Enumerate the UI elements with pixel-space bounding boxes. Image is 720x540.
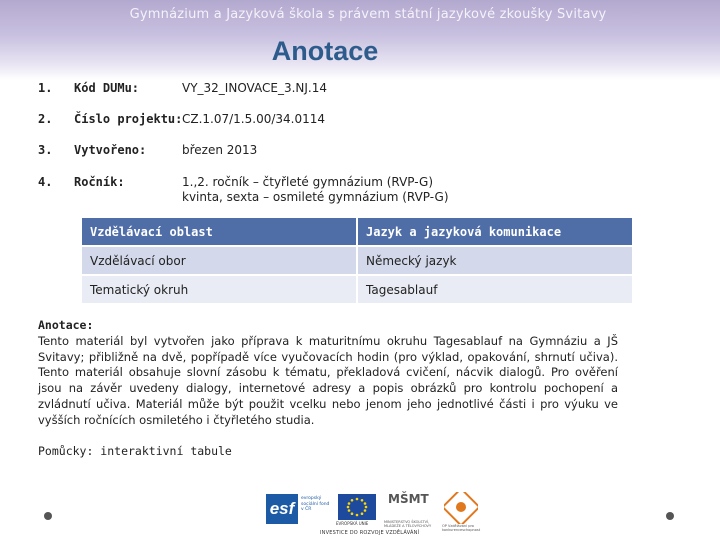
info-label: Vytvořeno: xyxy=(74,143,147,157)
table-cell: Jazyk a jazyková komunikace xyxy=(358,218,632,247)
page-title: Anotace xyxy=(271,36,379,66)
op-logo-icon xyxy=(444,492,478,524)
table-cell: Vzdělávací obor xyxy=(82,247,358,276)
bullet-dot-left xyxy=(44,512,52,520)
info-value-line-2: kvinta, sexta – osmileté gymnázium (RVP-G) xyxy=(182,190,449,204)
info-number: 1. xyxy=(38,81,53,95)
info-label: Číslo projektu: xyxy=(74,112,183,126)
info-value: CZ.1.07/1.5.00/34.0114 xyxy=(182,112,326,126)
table-cell: Vzdělávací oblast xyxy=(82,218,358,247)
bullet-dot-right xyxy=(666,512,674,520)
info-value: březen 2013 xyxy=(182,143,258,157)
metadata-table xyxy=(82,218,632,305)
table-cell: Tematický okruh xyxy=(82,276,358,305)
annotation-block xyxy=(38,318,618,429)
footer-logos xyxy=(266,490,486,538)
info-number: 4. xyxy=(38,175,53,189)
table-cell: Tagesablauf xyxy=(358,276,632,305)
annotation-text: Tento materiál byl vytvořen jako příprava k maturitnímu okruhu Tagesablauf na Gymnáziu a JŠ Svitavy; přibližně na dvě, popřípadě více vyučovacích hodin (pro výklad, opakování, shrnutí učiva). Tento materiál obsahuje slovní zásobu k tématu, překladová cvičení, nácvik dialogů. Pro ověření jsou na závěr uvedeny dialogy, internetové adresy a popis obrázků pro kontrolu pochopení a zvládnutí učiva. Materiál může být použit vcelku nebo jenom jeho jednotlivé části i pro výuku ve vyšších ročnících osmiletého i čtyřletého studia. xyxy=(38,333,618,427)
investment-slogan: INVESTICE DO ROZVOJE VZDĚLÁVÁNÍ xyxy=(320,530,420,536)
table-cell: Německý jazyk xyxy=(358,247,632,276)
esf-caption: evropský sociální fond v ČR xyxy=(301,496,330,512)
teaching-aids: Pomůcky: interaktivní tabule xyxy=(38,444,232,458)
info-label: Kód DUMu: xyxy=(74,81,140,95)
table-row xyxy=(82,276,632,305)
info-number: 3. xyxy=(38,143,53,157)
info-number: 2. xyxy=(38,112,53,126)
msmt-caption: MINISTERSTVO ŠKOLSTVÍ, MLÁDEŽE A TĚLOVÝCHOVY xyxy=(384,520,432,528)
eu-caption: EVROPSKÁ UNIE xyxy=(336,521,369,526)
msmt-logo-icon: MŠMT xyxy=(388,492,429,506)
table-row xyxy=(82,247,632,276)
eu-flag-icon xyxy=(338,494,376,520)
table-row xyxy=(82,218,632,247)
school-name: Gymnázium a Jazyková škola s právem státní jazykové zkoušky Svitavy xyxy=(129,7,607,22)
op-caption: OP Vzdělávání pro konkurenceschopnost xyxy=(442,524,481,532)
info-value: VY_32_INOVACE_3.NJ.14 xyxy=(182,81,328,95)
info-label: Ročník: xyxy=(74,175,125,189)
info-value: 1.,2. ročník – čtyřleté gymnázium (RVP-G) xyxy=(182,175,434,189)
esf-logo-icon: esf xyxy=(266,494,298,524)
annotation-heading: Anotace: xyxy=(38,318,94,332)
